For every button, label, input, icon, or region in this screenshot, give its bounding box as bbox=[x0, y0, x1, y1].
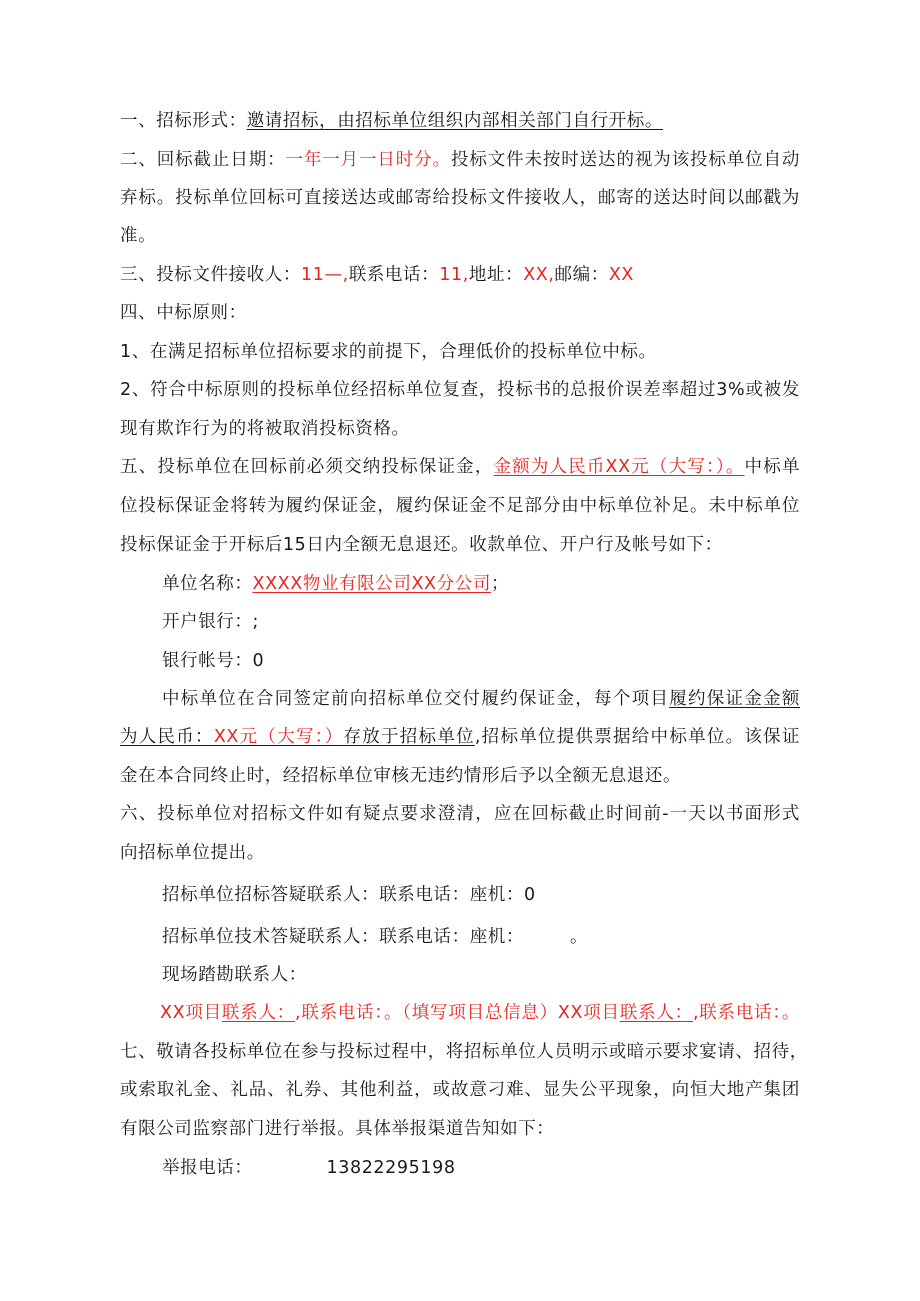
section-6-line-1 bbox=[120, 801, 800, 827]
performance-bond-line-1 bbox=[162, 686, 800, 712]
bidding-query-contact: 招标单位招标答疑联系人：联系电话：座机：0 bbox=[162, 885, 536, 905]
principle-item-2-line-1: 2、符合中标原则的投标单位经招标单位复查，投标书的总报价误差率超过3%或被发 bbox=[120, 380, 800, 400]
receiver-phone: 11, bbox=[439, 265, 469, 285]
receiver-phone-label: 联系电话： bbox=[348, 265, 440, 285]
deposit-amount: 金额为人民币XX元（大写：）。 bbox=[493, 457, 745, 477]
deadline-date: 一年一月一日时分。 bbox=[285, 150, 451, 170]
project-1-contact-rest: ,联系电话：。（填写项目总信息）XX项目 bbox=[295, 1003, 620, 1023]
payee-unit-end: ； bbox=[490, 574, 510, 594]
performance-bond-currency: 为人民币： bbox=[120, 727, 214, 747]
receiver-address: XX, bbox=[523, 265, 555, 285]
payee-account-line: 银行帐号：0 bbox=[162, 651, 265, 671]
section-2-line-2: 弃标。投标单位回标可直接送达或邮寄给投标文件接收人，邮寄的送达时间以邮戳为 bbox=[120, 188, 800, 208]
bidding-form-text: 邀请招标，由招标单位组织内部相关部门自行开标。 bbox=[246, 111, 664, 131]
report-hotline-number: 13822295198 bbox=[326, 1158, 456, 1178]
report-hotline-line bbox=[162, 1155, 456, 1181]
performance-bond-suffix: ,招标单位提供票据给中标单位。该保证 bbox=[474, 727, 801, 747]
section-5-line-2: 位投标保证金将转为履约保证金，履约保证金不足部分由中标单位补足。未中标单位 bbox=[120, 496, 800, 516]
receiver-name: 11—, bbox=[301, 265, 349, 285]
section-2-line-1 bbox=[120, 147, 800, 173]
section-7-line-1: 七、敬请各投标单位在参与投标过程中，将招标单位人员明示或暗示要求宴请、招待， bbox=[120, 1042, 808, 1062]
receiver-zip-label: 邮编： bbox=[554, 265, 609, 285]
performance-bond-prefix: 中标单位在合同签定前向招标单位交付履约保证金，每个项目 bbox=[162, 689, 670, 709]
section-4-label: 四、中标原则： bbox=[120, 303, 247, 323]
section-3-line bbox=[120, 262, 634, 288]
principle-item-2-line-2: 现有欺诈行为的将被取消投标资格。 bbox=[120, 419, 410, 439]
section-7-line-2: 或索取礼金、礼品、礼券、其他利益，或故意刁难、显失公平现象，向恒大地产集团 bbox=[120, 1080, 800, 1100]
section-6-days: 一 bbox=[669, 804, 689, 824]
performance-bond-line-3: 金在本合同终止时，经招标单位审核无违约情形后予以全额无息退还。 bbox=[120, 766, 682, 786]
section-6-suffix: 天以书面形式 bbox=[688, 804, 800, 824]
section-7-line-3: 有限公司监察部门进行举报。具体举报渠道告知如下： bbox=[120, 1119, 555, 1139]
receiver-zip: XX bbox=[608, 265, 635, 285]
payee-unit-name: XXXX物业有限公司XX分公司 bbox=[252, 574, 491, 594]
project-1-contact-label: 联系人： bbox=[221, 1003, 295, 1023]
principle-item-1: 1、在满足招标单位招标要求的前提下，合理低价的投标单位中标。 bbox=[120, 342, 657, 362]
technical-query-contact bbox=[162, 924, 588, 950]
project-2-contact-rest: ,联系电话：。 bbox=[692, 1003, 800, 1023]
section-5-suffix: 中标单 bbox=[744, 457, 800, 477]
project-2-contact-label: 联系人： bbox=[619, 1003, 693, 1023]
section-1-line bbox=[120, 108, 663, 134]
section-5-line-1 bbox=[120, 454, 800, 480]
section-2-label: 二、回标截止日期： bbox=[120, 150, 286, 170]
site-survey-contact: 现场踏勘联系人： bbox=[162, 965, 307, 985]
section-2-line-3: 准。 bbox=[120, 226, 157, 246]
performance-bond-deposit-place: 存放于招标单位 bbox=[343, 727, 475, 747]
payee-unit-line bbox=[162, 571, 509, 597]
payee-bank-line: 开户银行：; bbox=[162, 612, 259, 632]
payee-unit-label: 单位名称： bbox=[162, 574, 253, 594]
technical-query-end: 。 bbox=[570, 927, 589, 947]
section-1-label: 一、招标形式： bbox=[120, 111, 247, 131]
report-hotline-label: 举报电话： bbox=[162, 1158, 253, 1178]
section-6-line-2: 向招标单位提出。 bbox=[120, 843, 265, 863]
performance-bond-amount-label: 履约保证金金额 bbox=[669, 689, 800, 709]
section-5-line-3: 投标保证金于开标后15日内全额无息退还。收款单位、开户行及帐号如下： bbox=[120, 535, 723, 555]
section-5-prefix: 五、投标单位在回标前必须交纳投标保证金， bbox=[120, 457, 494, 477]
receiver-address-label: 地址： bbox=[468, 265, 524, 285]
project-1-name: XX项目 bbox=[160, 1003, 222, 1023]
performance-bond-line-2 bbox=[120, 724, 800, 750]
project-contacts-line bbox=[160, 1000, 800, 1026]
section-2-text-1: 投标文件未按时送达的视为该投标单位自动 bbox=[450, 150, 801, 170]
technical-query-text: 招标单位技术答疑联系人：联系电话：座机： bbox=[162, 927, 524, 947]
section-6-prefix: 六、投标单位对招标文件如有疑点要求澄清，应在回标截止时间前- bbox=[120, 804, 670, 824]
performance-bond-amount: XX元（大写：） bbox=[213, 727, 344, 747]
section-3-label: 三、投标文件接收人： bbox=[120, 265, 301, 285]
